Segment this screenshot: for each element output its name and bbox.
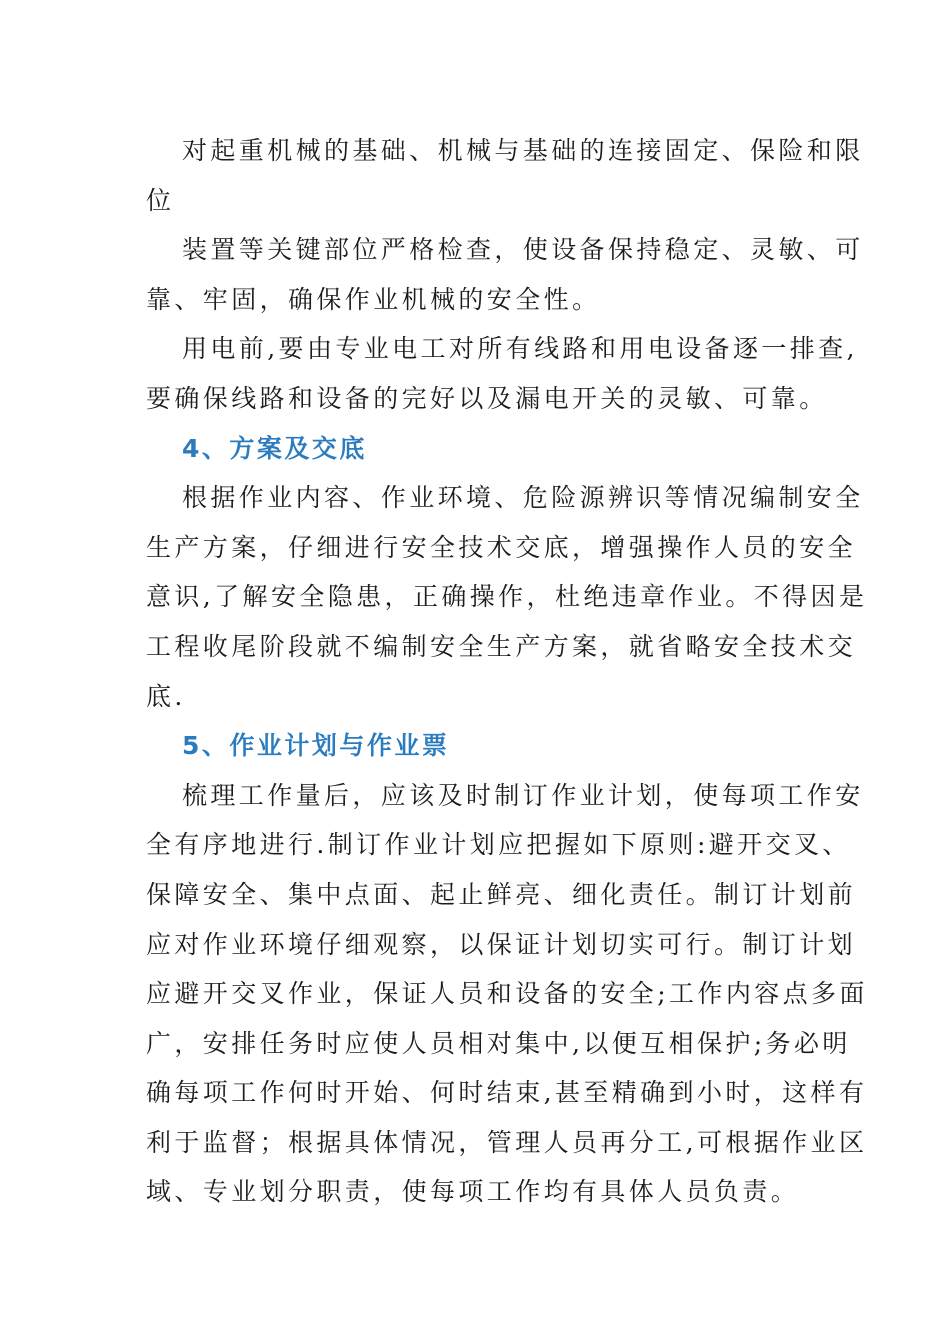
paragraph-line: 保障安全、集中点面、起止鲜亮、细化责任。制订计划前: [146, 879, 857, 909]
paragraph-line: 工程收尾阶段就不编制安全生产方案，就省略安全技术交: [146, 631, 857, 661]
paragraph-line: 底.: [146, 681, 186, 711]
paragraph-line: 应对作业环境仔细观察，以保证计划切实可行。制订计划: [146, 929, 857, 959]
section-heading-work-plan: 5、作业计划与作业票: [182, 731, 450, 761]
paragraph-line: 广，安排任务时应使人员相对集中,以便互相保护;务必明: [146, 1028, 851, 1058]
paragraph-line: 利于监督；根据具体情况，管理人员再分工,可根据作业区: [146, 1127, 868, 1157]
paragraph-line: 域、专业划分职责，使每项工作均有具体人员负责。: [146, 1177, 800, 1207]
paragraph-line: 全有序地进行.制订作业计划应把握如下原则:避开交叉、: [146, 830, 851, 860]
paragraph-line: 梳理工作量后，应该及时制订作业计划，使每项工作安: [182, 780, 864, 810]
paragraph-line: 根据作业内容、作业环境、危险源辨识等情况编制安全: [182, 483, 864, 513]
paragraph-line: 要确保线路和设备的完好以及漏电开关的灵敏、可靠。: [146, 383, 828, 413]
paragraph-line: 确每项工作何时开始、何时结束,甚至精确到小时，这样有: [146, 1078, 868, 1108]
paragraph-line: 生产方案，仔细进行安全技术交底，增强操作人员的安全: [146, 532, 857, 562]
paragraph-line: 应避开交叉作业，保证人员和设备的安全;工作内容点多面: [146, 979, 868, 1009]
paragraph-line: 装置等关键部位严格检查，使设备保持稳定、灵敏、可: [182, 235, 864, 265]
section-heading-plan: 4、方案及交底: [182, 433, 367, 463]
paragraph-line: 靠、牢固，确保作业机械的安全性。: [146, 284, 601, 314]
paragraph-line: 位: [146, 185, 175, 215]
paragraph-line: 对起重机械的基础、机械与基础的连接固定、保险和限: [182, 136, 864, 165]
paragraph-line: 意识,了解安全隐患，正确操作，杜绝违章作业。不得因是: [146, 582, 868, 612]
paragraph-line: 用电前,要由专业电工对所有线路和用电设备逐一排查,: [182, 334, 858, 364]
